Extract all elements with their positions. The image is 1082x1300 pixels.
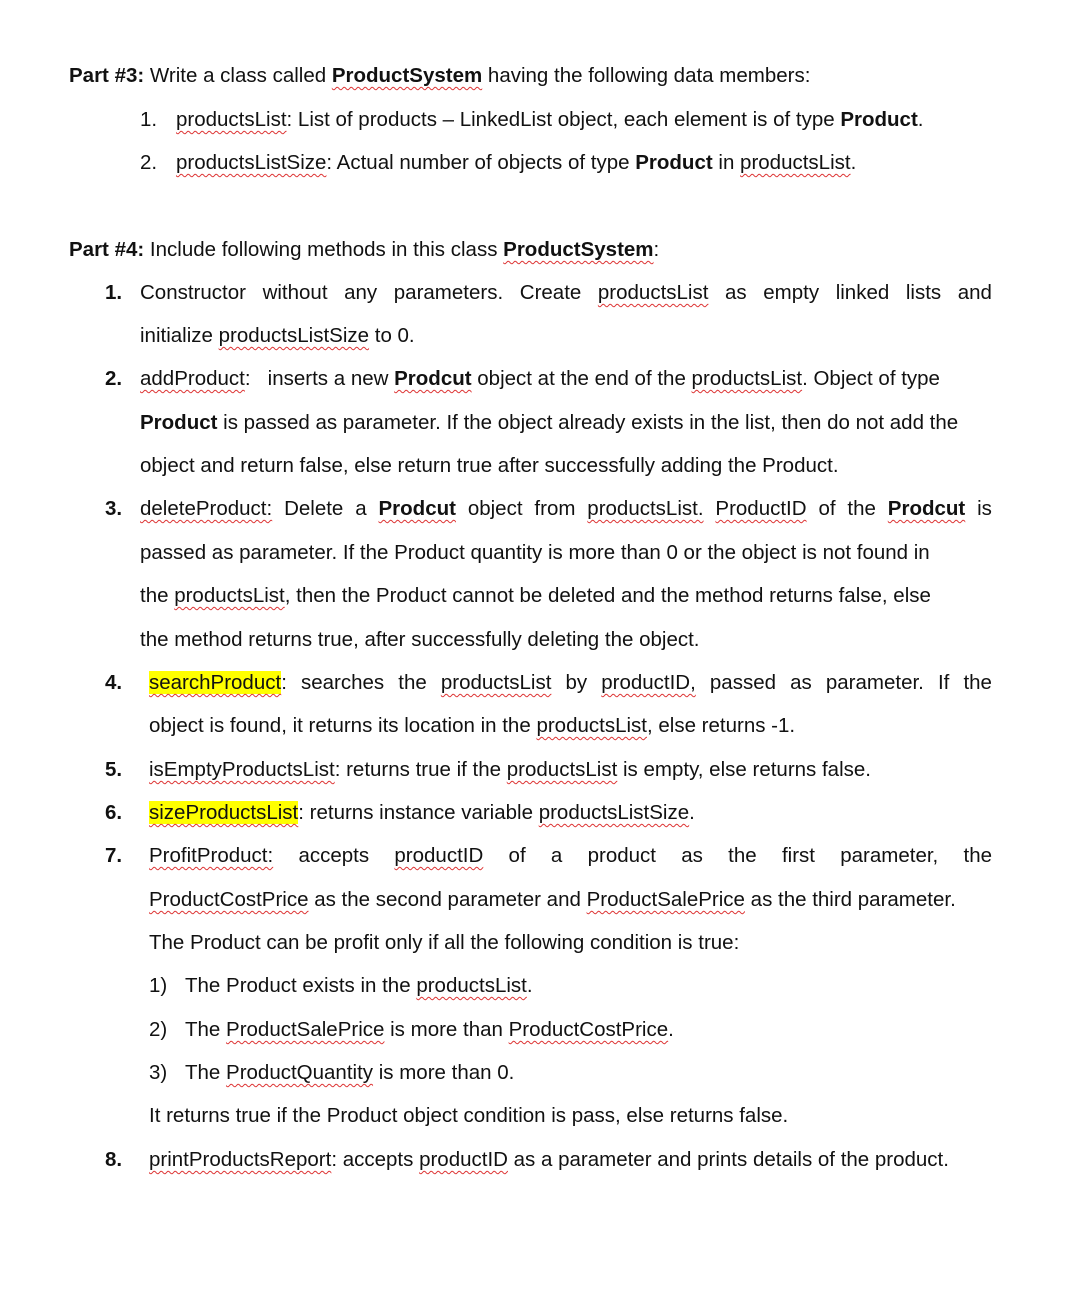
method-5-number: 5.: [105, 758, 123, 781]
text: .: [526, 974, 533, 997]
highlighted-method-name: searchProduct: [149, 671, 282, 694]
text: productsList: [506, 758, 618, 781]
method-4-line-1: [149, 670, 992, 696]
word: Constructor: [140, 281, 246, 304]
part3-intro: Write a class called: [144, 64, 332, 87]
word: the: [963, 844, 992, 867]
part3-intro-end: having the following data members:: [482, 64, 811, 87]
part3-heading: [69, 63, 810, 89]
item-1-bold: Product: [840, 108, 918, 131]
text: ProductCostPrice: [149, 888, 309, 911]
word: the: [847, 497, 876, 520]
item-1-end: .: [917, 108, 924, 131]
text: Product: [140, 411, 218, 434]
word: product: [587, 844, 656, 867]
highlighted-method-name: sizeProductsList: [149, 801, 299, 824]
word: lists: [905, 281, 942, 304]
text: The: [185, 1018, 227, 1041]
text: The Product exists in the: [185, 974, 417, 997]
word: productsList.: [587, 497, 704, 520]
text: .: [668, 1018, 674, 1041]
word: searchProduct:: [149, 671, 287, 694]
word: searches: [300, 671, 385, 694]
text: .: [689, 801, 695, 824]
method-3-line-3: [140, 583, 931, 609]
method-2-line-1: [140, 366, 940, 392]
word: Create: [519, 281, 582, 304]
part4-intro: Include following methods in this class: [144, 238, 504, 261]
text: . Object of type: [802, 367, 940, 390]
text: : returns instance variable: [298, 801, 539, 824]
text: productsList: [691, 367, 803, 390]
word: the: [963, 671, 992, 694]
method-2-number: 2.: [105, 367, 123, 390]
word: without: [262, 281, 328, 304]
text: : returns true if the: [334, 758, 507, 781]
method-name: addProduct: [140, 367, 245, 390]
text: : inserts a new: [244, 367, 395, 390]
method-3-line-4: the method returns true, after successfully deleting the object.: [140, 628, 700, 651]
word: productsList: [440, 671, 552, 694]
method-7-line-1: [149, 843, 992, 869]
word: If: [937, 671, 950, 694]
method-5-line: [149, 757, 871, 783]
method-name: printProductsReport: [149, 1148, 332, 1171]
method-1-line-2: [140, 323, 415, 349]
word: Prodcut: [378, 497, 456, 520]
part4-heading: [69, 237, 659, 263]
word: parameter,: [840, 844, 939, 867]
word: Delete: [284, 497, 344, 520]
word: the: [728, 844, 757, 867]
method-4-number: 4.: [105, 671, 123, 694]
word: of: [508, 844, 526, 867]
method-1-line-1: [140, 280, 992, 306]
word: a: [355, 497, 367, 520]
word: productID: [394, 844, 484, 867]
text: productsList: [416, 974, 527, 997]
word: from: [534, 497, 576, 520]
word: the: [398, 671, 427, 694]
word: accepts: [298, 844, 370, 867]
word: as: [681, 844, 703, 867]
word: productID,: [601, 671, 696, 694]
item-2-end: .: [850, 151, 857, 174]
part3-item-1: [176, 107, 924, 133]
word: parameters.: [393, 281, 504, 304]
text: The: [185, 1061, 227, 1084]
word: deleteProduct:: [140, 497, 273, 520]
text: productID: [419, 1148, 508, 1171]
text: object is found, it returns its location in the: [149, 714, 537, 737]
condition-1-number: 1): [149, 974, 168, 997]
text: productsList: [174, 584, 285, 607]
word: any: [344, 281, 378, 304]
word: Prodcut: [887, 497, 966, 520]
method-1-number: 1.: [105, 281, 123, 304]
condition-3-number: 3): [149, 1061, 168, 1084]
part3-item-2: [176, 150, 856, 176]
method-7-line-7: It returns true if the Product object condition is pass, else returns false.: [149, 1104, 789, 1127]
condition-2: [185, 1017, 674, 1043]
word: by: [565, 671, 588, 694]
word: of: [818, 497, 836, 520]
method-3-line-2: passed as parameter. If the Product quantity is more than 0 or the object is not found in: [140, 541, 930, 564]
item-2-ref: productsList: [740, 151, 851, 174]
word: object: [467, 497, 523, 520]
item-2-name: productsListSize: [176, 151, 327, 174]
item-2-mid: in: [712, 151, 741, 174]
method-2-line-2: [140, 410, 958, 436]
text: productsListSize: [538, 801, 690, 824]
condition-2-number: 2): [149, 1018, 168, 1041]
word: productsList: [597, 281, 709, 304]
part4-class-name: ProductSystem: [503, 238, 654, 261]
text: is empty, else returns false.: [617, 758, 871, 781]
method-7-line-3: The Product can be profit only if all the following condition is true:: [149, 931, 740, 954]
text: productsListSize: [218, 324, 370, 347]
text: is more than: [384, 1018, 509, 1041]
method-name: isEmptyProductsList: [149, 758, 335, 781]
part3-class-name: ProductSystem: [331, 64, 483, 87]
method-3-number: 3.: [105, 497, 123, 520]
text: is passed as parameter. If the object already exists in the list, then do not add the: [217, 411, 959, 434]
word: as: [725, 281, 747, 304]
method-6-number: 6.: [105, 801, 123, 824]
text: as the third parameter.: [744, 888, 956, 911]
text: : accepts: [331, 1148, 420, 1171]
method-7-number: 7.: [105, 844, 123, 867]
method-7-line-2: [149, 887, 956, 913]
text: the: [140, 584, 175, 607]
method-8-line: [149, 1147, 949, 1173]
word: ProfitProduct:: [149, 844, 274, 867]
text: is more than 0.: [373, 1061, 515, 1084]
item-1-text: : List of products – LinkedList object, each element is of type: [286, 108, 841, 131]
method-6-line: [149, 800, 695, 826]
text: ProductCostPrice: [508, 1018, 669, 1041]
text: object at the end of the: [471, 367, 692, 390]
word: ProductID: [715, 497, 807, 520]
text: to 0.: [369, 324, 415, 347]
text: ProductSalePrice: [586, 888, 745, 911]
text: initialize: [140, 324, 219, 347]
word: linked: [835, 281, 890, 304]
part3-item-1-number: 1.: [140, 108, 158, 131]
text: , then the Product cannot be deleted and the method returns false, else: [284, 584, 931, 607]
method-4-line-2: [149, 713, 795, 739]
text: , else returns -1.: [646, 714, 796, 737]
part4-intro-end: :: [653, 238, 660, 261]
text: Prodcut: [394, 367, 472, 390]
text: productsList: [536, 714, 647, 737]
part3-label: Part #3:: [69, 64, 145, 87]
word: as: [790, 671, 812, 694]
text: ProductSalePrice: [226, 1018, 385, 1041]
item-2-bold: Product: [635, 151, 713, 174]
word: first: [781, 844, 815, 867]
word: parameter.: [825, 671, 924, 694]
word: empty: [763, 281, 820, 304]
text: ProductQuantity: [226, 1061, 374, 1084]
text: as a parameter and prints details of the product.: [507, 1148, 949, 1171]
condition-3: [185, 1060, 514, 1086]
part4-label: Part #4:: [69, 238, 145, 261]
part3-item-2-number: 2.: [140, 151, 158, 174]
item-2-text: : Actual number of objects of type: [326, 151, 636, 174]
method-2-line-3: object and return false, else return true after successfully adding the Product.: [140, 454, 839, 477]
word: is: [977, 497, 992, 520]
method-3-line-1: [140, 496, 992, 522]
text: as the second parameter and: [308, 888, 587, 911]
condition-1: [185, 973, 533, 999]
word: and: [957, 281, 992, 304]
word: a: [550, 844, 563, 867]
word: passed: [709, 671, 777, 694]
item-1-name: productsList: [176, 108, 287, 131]
method-8-number: 8.: [105, 1148, 123, 1171]
